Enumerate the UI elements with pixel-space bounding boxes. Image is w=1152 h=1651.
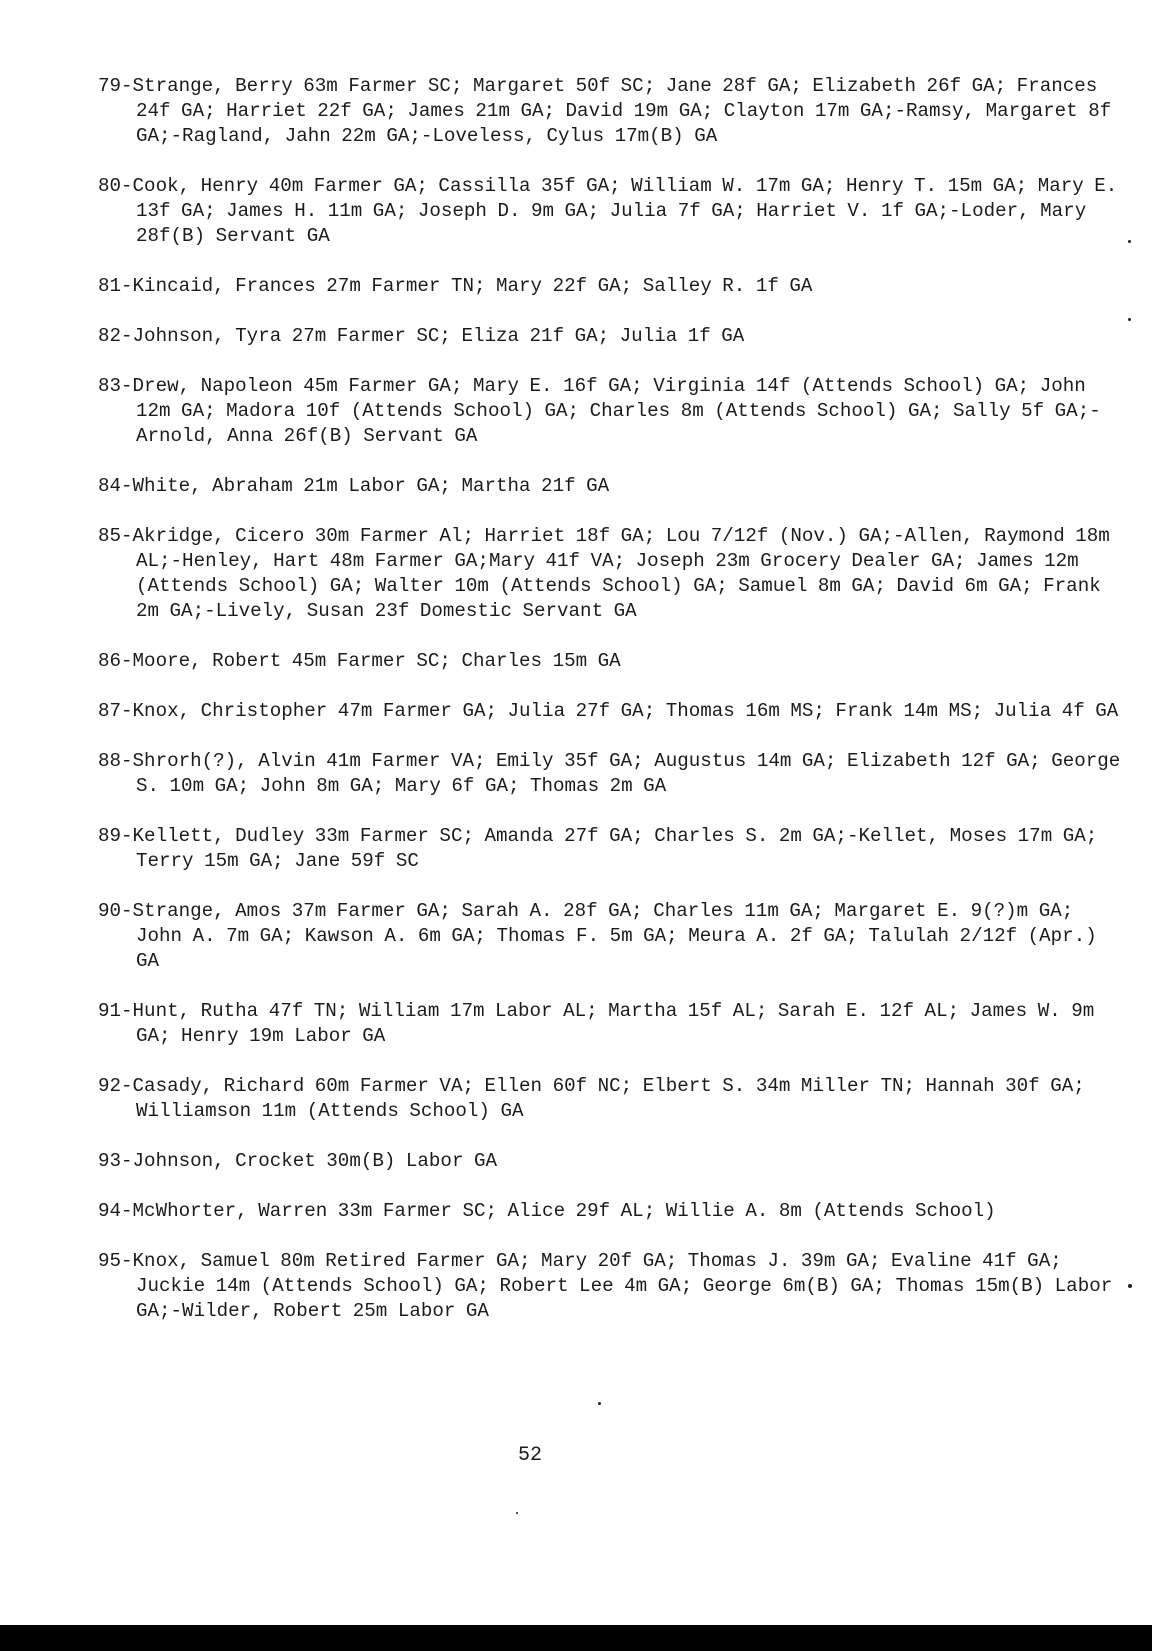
scan-speck bbox=[1128, 318, 1131, 321]
household-entry-90: 90-Strange, Amos 37m Farmer GA; Sarah A. 28f GA; Charles 11m GA; Margaret E. 9(?)m GA; John A. 7m GA; Kawson A. 6m GA; Thomas F. 5m GA; Meura A. 2f GA; Talulah 2/12f (Apr.) GA bbox=[98, 900, 1097, 972]
household-entry-89: 89-Kellett, Dudley 33m Farmer SC; Amanda 27f GA; Charles S. 2m GA;-Kellet, Moses 17m GA; Terry 15m GA; Jane 59f SC bbox=[98, 825, 1098, 872]
household-entry-81: 81-Kincaid, Frances 27m Farmer TN; Mary 22f GA; Salley R. 1f GA bbox=[98, 275, 813, 297]
household-entry-83: 83-Drew, Napoleon 45m Farmer GA; Mary E. 16f GA; Virginia 14f (Attends School) GA; John 12m GA; Madora 10f (Attends School) GA; Charles 8m (Attends School) GA; Sally 5f GA;-Arnold, Anna 26f(B) Servant GA bbox=[98, 375, 1101, 447]
household-entry-85: 85-Akridge, Cicero 30m Farmer Al; Harriet 18f GA; Lou 7/12f (Nov.) GA;-Allen, Raymond 18m AL;-Henley, Hart 48m Farmer GA;Mary 41f VA; Joseph 23m Grocery Dealer GA; James 12m (Attends School) GA; Walter 10m (Attends School) GA; Samuel 8m GA; David 6m GA; Frank 2m GA;-Lively, Susan 23f Domestic Servant GA bbox=[98, 525, 1110, 622]
household-entry-86: 86-Moore, Robert 45m Farmer SC; Charles 15m GA bbox=[98, 650, 621, 672]
household-entry-84: 84-White, Abraham 21m Labor GA; Martha 21f GA bbox=[98, 475, 610, 497]
household-entry-91: 91-Hunt, Rutha 47f TN; William 17m Labor AL; Martha 15f AL; Sarah E. 12f AL; James W. 9m GA; Henry 19m Labor GA bbox=[98, 1000, 1095, 1047]
household-entry-93: 93-Johnson, Crocket 30m(B) Labor GA bbox=[98, 1150, 498, 1172]
household-entry-92: 92-Casady, Richard 60m Farmer VA; Ellen 60f NC; Elbert S. 34m Miller TN; Hannah 30f GA; Williamson 11m (Attends School) GA bbox=[98, 1075, 1085, 1122]
household-entry-82: 82-Johnson, Tyra 27m Farmer SC; Eliza 21f GA; Julia 1f GA bbox=[98, 325, 745, 347]
scan-edge-bar bbox=[0, 1625, 1152, 1651]
household-entry-88: 88-Shrorh(?), Alvin 41m Farmer VA; Emily 35f GA; Augustus 14m GA; Elizabeth 12f GA; George S. 10m GA; John 8m GA; Mary 6f GA; Thomas 2m GA bbox=[98, 750, 1121, 797]
household-entry-87: 87-Knox, Christopher 47m Farmer GA; Julia 27f GA; Thomas 16m MS; Frank 14m MS; Julia 4f GA bbox=[98, 700, 1119, 722]
page-number: 52 bbox=[517, 1444, 542, 1467]
household-entry-95: 95-Knox, Samuel 80m Retired Farmer GA; Mary 20f GA; Thomas J. 39m GA; Evaline 41f GA; Juckie 14m (Attends School) GA; Robert Lee 4m GA; George 6m(B) GA; Thomas 15m(B) Labor GA;-Wilder, Robert 25m Labor GA bbox=[98, 1250, 1113, 1322]
scan-speck bbox=[1128, 1284, 1132, 1288]
household-entry-94: 94-McWhorter, Warren 33m Farmer SC; Alice 29f AL; Willie A. 8m (Attends School) bbox=[98, 1200, 996, 1222]
household-entry-80: 80-Cook, Henry 40m Farmer GA; Cassilla 35f GA; William W. 17m GA; Henry T. 15m GA; Mary E. 13f GA; James H. 11m GA; Joseph D. 9m GA; Julia 7f GA; Harriet V. 1f GA;-Loder, Mary 28f(B) Servant GA bbox=[98, 175, 1118, 247]
scan-speck bbox=[516, 1512, 518, 1514]
household-entry-79: 79-Strange, Berry 63m Farmer SC; Margaret 50f SC; Jane 28f GA; Elizabeth 26f GA; Frances 24f GA; Harriet 22f GA; James 21m GA; David 19m GA; Clayton 17m GA;-Ramsy, Margaret 8f GA;-Ragland, Jahn 22m GA;-Loveless, Cylus 17m(B) GA bbox=[98, 75, 1112, 147]
scan-speck bbox=[1128, 240, 1131, 243]
census-entries bbox=[98, 74, 1128, 1349]
scan-speck bbox=[598, 1402, 601, 1405]
